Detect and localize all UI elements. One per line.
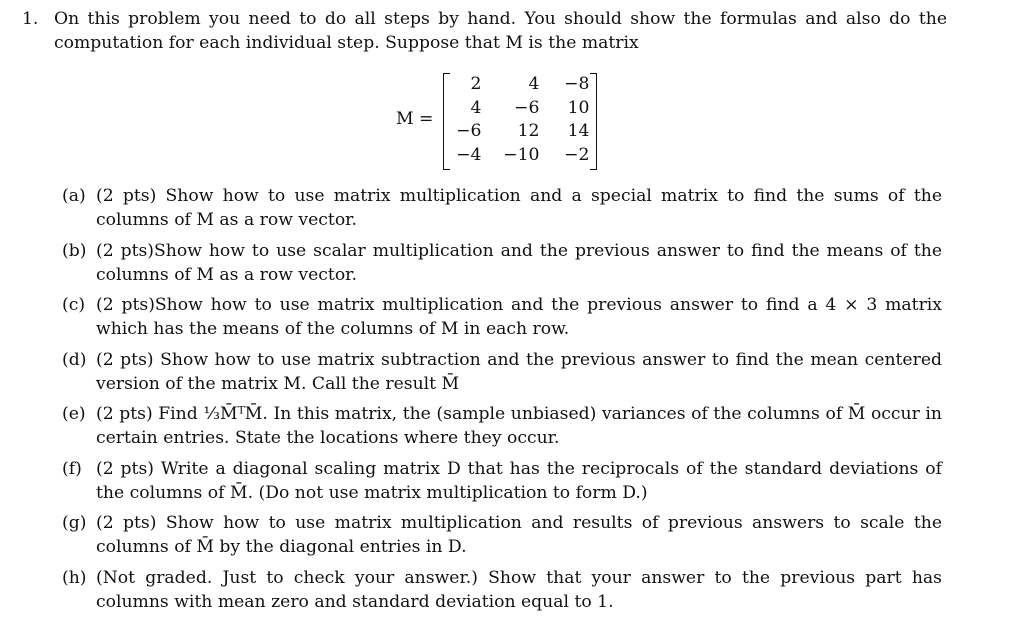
subquestion-h — [62, 566, 942, 614]
subquestion-d — [62, 348, 942, 396]
subquestion-label: (b) — [62, 240, 87, 261]
matrix-entry: 12 — [517, 121, 540, 142]
subquestion-a — [62, 184, 942, 232]
subquestion-text: (2 pts) Write a diagonal scaling matrix D that has the reciprocals of the standard deviations of the columns of M̄. (Do not use matrix multiplication to form D.) — [96, 458, 942, 503]
matrix-row — [451, 143, 589, 167]
subquestion-label: (d) — [62, 349, 87, 370]
matrix-entry: −8 — [564, 73, 590, 94]
subquestion-label: (e) — [62, 404, 86, 424]
subquestion-label: (h) — [62, 567, 87, 588]
matrix-table — [451, 72, 589, 167]
subquestion-text: (2 pts)Show how to use matrix multiplication and the previous answer to find a 4 × 3 matrix which has the means of the columns of M in each row. — [96, 295, 942, 339]
matrix-row — [451, 119, 589, 143]
subquestion-e — [62, 402, 942, 450]
subquestion-b — [62, 239, 942, 287]
subquestion-text: (2 pts) Show how to use matrix multiplication and a special matrix to find the sums of the columns of M as a row vector. — [96, 186, 942, 230]
subquestion-text: (Not graded. Just to check your answer.) Show that your answer to the previous part has columns with mean zero and standard deviation equal to 1. — [96, 567, 942, 612]
subquestion-label: (c) — [62, 295, 86, 315]
matrix-row — [451, 72, 589, 96]
subquestion-text: (2 pts)Show how to use scalar multiplication and the previous answer to find the means of the columns of M as a row vector. — [96, 240, 942, 285]
matrix-entry: 4 — [470, 97, 482, 118]
subquestion-text: (2 pts) Find ⅓M̄ᵀM̄. In this matrix, the (sample unbiased) variances of the columns of M̄ occur in certain entries. State the locations where they occur. — [96, 404, 942, 448]
matrix-entry: 10 — [567, 97, 590, 118]
right-bracket-icon — [590, 73, 597, 170]
subquestion-c — [62, 293, 942, 341]
subquestion-label: (f) — [62, 458, 82, 479]
matrix-entry: −6 — [514, 97, 540, 118]
matrix-body — [443, 71, 597, 171]
matrix-entry: −2 — [564, 144, 590, 165]
subquestion-text: (2 pts) Show how to use matrix multiplication and results of previous answers to scale the columns of M̄ by the diagonal entries in D. — [96, 513, 942, 557]
matrix-entry: −6 — [456, 121, 482, 142]
matrix-entry: 2 — [470, 73, 482, 94]
problem-statement — [22, 7, 947, 55]
subquestion-f — [62, 457, 942, 505]
matrix-label: M = — [396, 109, 434, 129]
problem-intro: On this problem you need to do all steps by hand. You should show the formulas and also do the computation for each individual step. Suppose that M is the matrix — [54, 9, 947, 53]
problem-number: 1. — [22, 9, 39, 29]
matrix-entry: −10 — [503, 144, 540, 165]
subquestion-label: (g) — [62, 513, 87, 533]
subquestion-text: (2 pts) Show how to use matrix subtraction and the previous answer to find the mean centered version of the matrix M. Call the result M̄ — [96, 349, 942, 394]
left-bracket-icon — [443, 73, 450, 170]
matrix-entry: 4 — [528, 73, 540, 94]
subquestion-label: (a) — [62, 186, 86, 206]
matrix-definition — [396, 71, 597, 171]
matrix-entry: 14 — [567, 121, 590, 142]
subquestion-g — [62, 511, 942, 559]
subquestion-list — [62, 184, 942, 620]
matrix-entry: −4 — [456, 144, 482, 165]
matrix-row — [451, 96, 589, 120]
